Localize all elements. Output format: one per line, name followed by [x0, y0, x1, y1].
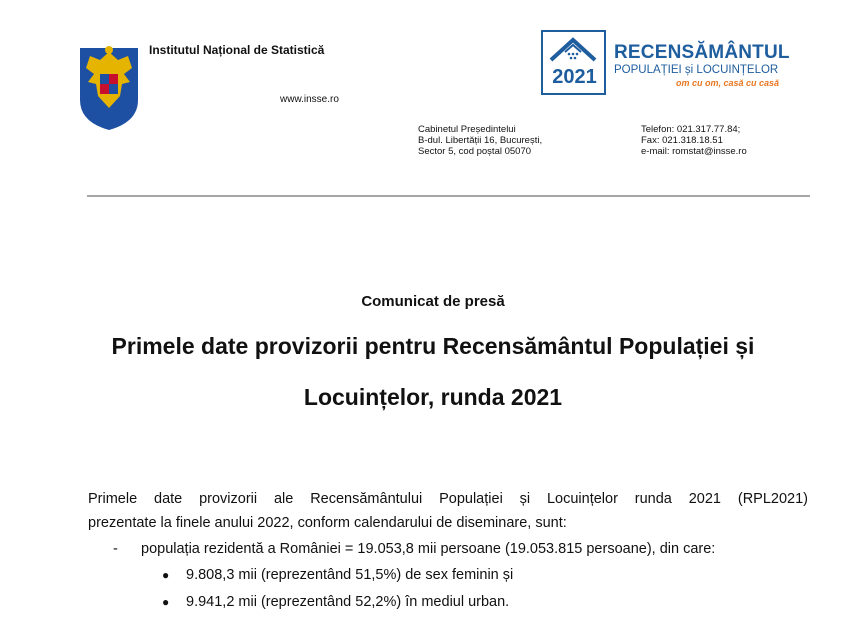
census-subtitle: POPULAȚIEI și LOCUINȚELOR	[614, 64, 779, 76]
address-line: Cabinetul Președintelui	[418, 124, 516, 135]
address-block	[418, 124, 542, 157]
bullet-icon: ●	[162, 595, 170, 609]
intro-paragraph-line-2: prezentate la finele anului 2022, conform calendarului de diseminare, sunt:	[88, 515, 567, 531]
header-divider	[87, 195, 810, 197]
page-title-line-2: Locuințelor, runda 2021	[303, 384, 563, 410]
address-line: B-dul. Libertății 16, București,	[418, 135, 543, 146]
intro-paragraph-line-1: Primele date provizorii ale Recensământului Populației și Locuințelor runda 2021 (RPL2021)	[88, 491, 808, 507]
phone-number: Telefon: 021.317.77.84;	[641, 124, 741, 135]
census-slogan: om cu om, casă cu casă	[676, 78, 780, 88]
sub-list-item-text: 9.941,2 mii (reprezentând 52,2%) în mediul urban.	[186, 594, 510, 610]
institute-name: Institutul Național de Statistică	[149, 43, 325, 57]
census-logo-year: 2021	[552, 66, 597, 88]
email-address[interactable]: e-mail: romstat@insse.ro	[641, 146, 747, 157]
sub-list-item-text: 9.808,3 mii (reprezentând 51,5%) de sex feminin și	[186, 567, 514, 583]
sub-list-item	[162, 594, 509, 610]
census-title: RECENSĂMÂNTUL	[614, 42, 790, 63]
page-title-line-1: Primele date provizorii pentru Recensământul Populației și	[111, 333, 755, 359]
bullet-icon: ●	[162, 568, 170, 582]
list-item-text: populația rezidentă a României = 19.053,8 mii persoane (19.053.815 persoane), din care:	[141, 541, 716, 557]
contact-block	[641, 124, 747, 157]
website-link[interactable]: www.insse.ro	[280, 94, 339, 105]
fax-number: Fax: 021.318.18.51	[641, 135, 723, 146]
coat-of-arms-icon	[76, 38, 142, 132]
sub-list-item	[162, 567, 513, 583]
address-line: Sector 5, cod poștal 05070	[418, 146, 532, 157]
document-label: Comunicat de presă	[361, 293, 505, 310]
list-item	[113, 541, 715, 557]
dash-bullet: -	[113, 541, 118, 557]
census-logo	[541, 30, 606, 95]
